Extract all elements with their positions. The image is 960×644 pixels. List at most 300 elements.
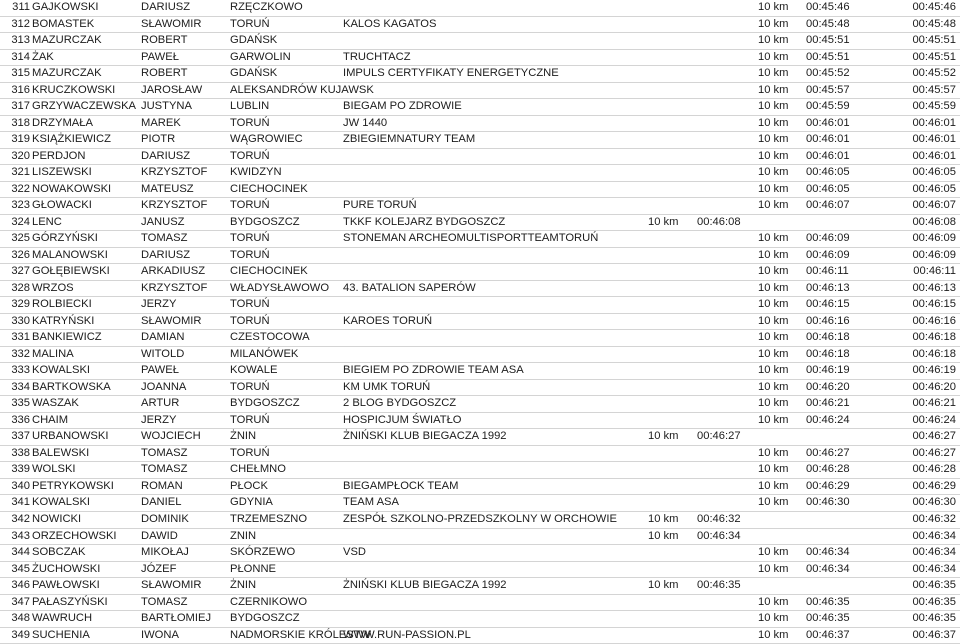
position-cell: 349 — [11, 628, 30, 641]
time-cell: 00:45:51 — [806, 34, 850, 47]
city-cell: TORUŃ — [230, 199, 270, 212]
first-name-cell: SŁAWOMIR — [141, 314, 202, 327]
first-name-cell: WOJCIECH — [141, 430, 201, 443]
net-time-cell: 00:45:51 — [912, 50, 956, 63]
time-cell: 00:46:37 — [806, 628, 850, 641]
city-cell: CZESTOCOWA — [230, 331, 310, 344]
surname-cell: ŻAK — [32, 50, 54, 63]
club-cell: STONEMAN ARCHEOMULTISPORTTEAMTORUŃ — [343, 232, 599, 245]
city-cell: TORUŃ — [230, 298, 270, 311]
time-cell: 00:46:07 — [806, 199, 850, 212]
table-row — [0, 330, 960, 347]
city-cell: RZĘCZKOWO — [230, 1, 303, 13]
net-time-cell: 00:46:09 — [912, 232, 956, 245]
net-time-cell: 00:46:29 — [912, 479, 956, 492]
net-time-cell: 00:46:28 — [912, 463, 956, 476]
position-cell: 346 — [11, 579, 30, 592]
time-cell: 00:46:35 — [806, 595, 850, 608]
net-time-cell: 00:46:01 — [912, 149, 956, 162]
time-cell: 00:46:19 — [806, 364, 850, 377]
club-cell: ZBIEGIEMNATURY TEAM — [343, 133, 476, 146]
net-time-cell: 00:46:35 — [912, 579, 956, 592]
distance-cell: 10 km — [758, 133, 789, 146]
position-cell: 334 — [11, 380, 30, 393]
surname-cell: BANKIEWICZ — [32, 331, 102, 344]
table-row — [0, 347, 960, 364]
position-cell: 312 — [11, 17, 30, 30]
club-cell: VSD — [343, 546, 367, 559]
net-time-cell: 00:46:18 — [912, 331, 956, 344]
time-cell: 00:46:27 — [806, 446, 850, 459]
time-cell: 00:46:28 — [806, 463, 850, 476]
net-time-cell: 00:46:35 — [912, 612, 956, 625]
time-cell: 00:46:08 — [697, 215, 741, 228]
table-row — [0, 17, 960, 34]
city-cell: MILANÓWEK — [230, 347, 299, 360]
first-name-cell: JOANNA — [141, 380, 187, 393]
first-name-cell: ARTUR — [141, 397, 180, 410]
city-cell: TORUŃ — [230, 380, 270, 393]
position-cell: 325 — [11, 232, 30, 245]
table-row — [0, 264, 960, 281]
distance-cell: 10 km — [758, 100, 789, 113]
surname-cell: NOWICKI — [32, 512, 82, 525]
net-time-cell: 00:46:05 — [912, 182, 956, 195]
city-cell: TORUŃ — [230, 314, 270, 327]
position-cell: 336 — [11, 413, 30, 426]
distance-cell: 10 km — [758, 281, 789, 294]
net-time-cell: 00:46:37 — [912, 628, 956, 641]
position-cell: 345 — [11, 562, 30, 575]
table-row — [0, 165, 960, 182]
time-cell: 00:46:01 — [806, 149, 850, 162]
time-cell: 00:45:57 — [806, 83, 850, 96]
position-cell: 313 — [11, 34, 30, 47]
table-row — [0, 231, 960, 248]
position-cell: 329 — [11, 298, 30, 311]
city-cell: CIECHOCINEK — [230, 265, 308, 278]
first-name-cell: KRZYSZTOF — [141, 166, 208, 179]
city-cell: CZERNIKOWO — [230, 595, 308, 608]
position-cell: 318 — [11, 116, 30, 129]
time-cell: 00:46:24 — [806, 413, 850, 426]
position-cell: 347 — [11, 595, 30, 608]
table-row — [0, 50, 960, 67]
club-cell: ŻNIŃSKI KLUB BIEGACZA 1992 — [343, 579, 507, 592]
city-cell: ZNIN — [230, 529, 257, 542]
surname-cell: GAJKOWSKI — [32, 1, 99, 13]
table-row — [0, 116, 960, 133]
surname-cell: WOLSKI — [32, 463, 76, 476]
net-time-cell: 00:46:34 — [912, 546, 956, 559]
club-cell: BIEGIEM PO ZDROWIE TEAM ASA — [343, 364, 524, 377]
position-cell: 332 — [11, 347, 30, 360]
surname-cell: LENC — [32, 215, 62, 228]
surname-cell: BOMASTEK — [32, 17, 95, 30]
first-name-cell: PIOTR — [141, 133, 176, 146]
net-time-cell: 00:46:15 — [912, 298, 956, 311]
city-cell: BYDGOSZCZ — [230, 612, 300, 625]
first-name-cell: JUSTYNA — [141, 100, 192, 113]
surname-cell: ORZECHOWSKI — [32, 529, 117, 542]
surname-cell: WASZAK — [32, 397, 79, 410]
city-cell: TORUŃ — [230, 413, 270, 426]
city-cell: BYDGOSZCZ — [230, 397, 300, 410]
net-time-cell: 00:46:08 — [912, 215, 956, 228]
net-time-cell: 00:46:19 — [912, 364, 956, 377]
first-name-cell: ROBERT — [141, 34, 188, 47]
surname-cell: ROLBIECKI — [32, 298, 92, 311]
first-name-cell: ROBERT — [141, 67, 188, 80]
surname-cell: PETRYKOWSKI — [32, 479, 114, 492]
distance-cell: 10 km — [758, 34, 789, 47]
table-row — [0, 545, 960, 562]
time-cell: 00:45:48 — [806, 17, 850, 30]
first-name-cell: JANUSZ — [141, 215, 185, 228]
position-cell: 319 — [11, 133, 30, 146]
table-row — [0, 281, 960, 298]
position-cell: 340 — [11, 479, 30, 492]
club-cell: TKKF KOLEJARZ BYDGOSZCZ — [343, 215, 506, 228]
table-row — [0, 396, 960, 413]
club-cell: IMPULS CERTYFIKATY ENERGETYCZNE — [343, 67, 559, 80]
time-cell: 00:46:11 — [806, 265, 849, 278]
surname-cell: KATRYŃSKI — [32, 314, 95, 327]
table-row — [0, 33, 960, 50]
first-name-cell: DARIUSZ — [141, 1, 191, 13]
first-name-cell: WITOLD — [141, 347, 185, 360]
first-name-cell: JÓZEF — [141, 562, 177, 575]
city-cell: CHEŁMNO — [230, 463, 286, 476]
net-time-cell: 00:46:18 — [912, 347, 956, 360]
time-cell: 00:46:18 — [806, 347, 850, 360]
time-cell: 00:46:05 — [806, 166, 850, 179]
table-row — [0, 380, 960, 397]
first-name-cell: ROMAN — [141, 479, 183, 492]
distance-cell: 10 km — [758, 595, 789, 608]
surname-cell: GŁOWACKI — [32, 199, 92, 212]
distance-cell: 10 km — [758, 182, 789, 195]
position-cell: 323 — [11, 199, 30, 212]
first-name-cell: DAWID — [141, 529, 178, 542]
surname-cell: PAŁASZYŃSKI — [32, 595, 108, 608]
club-cell: PURE TORUŃ — [343, 199, 417, 212]
position-cell: 324 — [11, 215, 30, 228]
position-cell: 311 — [12, 1, 30, 13]
distance-cell: 10 km — [758, 149, 789, 162]
distance-cell: 10 km — [758, 1, 789, 13]
time-cell: 00:46:27 — [697, 430, 741, 443]
time-cell: 00:46:01 — [806, 116, 850, 129]
net-time-cell: 00:45:46 — [912, 1, 956, 13]
distance-cell: 10 km — [758, 166, 789, 179]
table-row — [0, 66, 960, 83]
city-cell: CIECHOCINEK — [230, 182, 308, 195]
net-time-cell: 00:46:27 — [912, 446, 956, 459]
position-cell: 342 — [11, 512, 30, 525]
surname-cell: MALINA — [32, 347, 74, 360]
net-time-cell: 00:46:34 — [912, 562, 956, 575]
city-cell: TORUŃ — [230, 446, 270, 459]
city-cell: KWIDZYN — [230, 166, 282, 179]
surname-cell: KOWALSKI — [32, 496, 91, 509]
position-cell: 317 — [11, 100, 30, 113]
club-cell: KALOS KAGATOS — [343, 17, 437, 30]
distance-cell: 10 km — [758, 446, 789, 459]
time-cell: 00:46:18 — [806, 331, 850, 344]
first-name-cell: DAMIAN — [141, 331, 185, 344]
net-time-cell: 00:46:01 — [912, 133, 956, 146]
surname-cell: MAZURCZAK — [32, 34, 102, 47]
distance-cell: 10 km — [758, 628, 789, 641]
first-name-cell: JERZY — [141, 413, 177, 426]
first-name-cell: PAWEŁ — [141, 364, 179, 377]
city-cell: NADMORSKIE KRÓLESTW — [230, 628, 372, 641]
surname-cell: WAWRUCH — [32, 612, 93, 625]
city-cell: WŁADYSŁAWOWO — [230, 281, 330, 294]
time-cell: 00:46:29 — [806, 479, 850, 492]
time-cell: 00:45:46 — [806, 1, 850, 13]
time-cell: 00:46:20 — [806, 380, 850, 393]
surname-cell: SUCHENIA — [32, 628, 90, 641]
surname-cell: GRZYWACZEWSKA — [32, 100, 137, 113]
table-row — [0, 595, 960, 612]
surname-cell: PERDJON — [32, 149, 86, 162]
time-cell: 00:46:34 — [806, 546, 850, 559]
distance-cell: 10 km — [758, 413, 789, 426]
table-row — [0, 479, 960, 496]
distance-cell: 10 km — [758, 17, 789, 30]
position-cell: 341 — [11, 496, 30, 509]
surname-cell: ŻUCHOWSKI — [32, 562, 101, 575]
table-row — [0, 462, 960, 479]
surname-cell: DRZYMAŁA — [32, 116, 93, 129]
time-cell: 00:46:01 — [806, 133, 850, 146]
time-cell: 00:45:52 — [806, 67, 850, 80]
time-cell: 00:46:16 — [806, 314, 850, 327]
surname-cell: KRUCZKOWSKI — [32, 83, 116, 96]
first-name-cell: TOMASZ — [141, 595, 188, 608]
first-name-cell: KRZYSZTOF — [141, 199, 208, 212]
surname-cell: CHAIM — [32, 413, 69, 426]
first-name-cell: MATEUSZ — [141, 182, 194, 195]
club-cell: ŻNIŃSKI KLUB BIEGACZA 1992 — [343, 430, 507, 443]
first-name-cell: TOMASZ — [141, 463, 188, 476]
position-cell: 335 — [11, 397, 30, 410]
distance-cell: 10 km — [758, 479, 789, 492]
surname-cell: GOŁĘBIEWSKI — [32, 265, 110, 278]
position-cell: 322 — [11, 182, 30, 195]
distance-cell: 10 km — [758, 83, 789, 96]
first-name-cell: DARIUSZ — [141, 149, 191, 162]
table-row — [0, 198, 960, 215]
net-time-cell: 00:46:32 — [912, 512, 956, 525]
position-cell: 314 — [11, 50, 30, 63]
position-cell: 321 — [11, 166, 30, 179]
table-row — [0, 413, 960, 430]
time-cell: 00:46:32 — [697, 512, 741, 525]
club-cell: ZESPÓŁ SZKOLNO-PRZEDSZKOLNY W ORCHOWIE — [343, 512, 617, 525]
club-cell: HOSPICJUM ŚWIATŁO — [343, 413, 462, 426]
surname-cell: KSIĄŻKIEWICZ — [32, 133, 111, 146]
city-cell: ŻNIN — [230, 430, 257, 443]
distance-cell: 10 km — [758, 248, 789, 261]
surname-cell: GÓRZYŃSKI — [32, 232, 98, 245]
table-row — [0, 132, 960, 149]
distance-cell: 10 km — [758, 199, 789, 212]
table-row — [0, 248, 960, 265]
city-cell: TORUŃ — [230, 232, 270, 245]
time-cell: 00:45:59 — [806, 100, 850, 113]
first-name-cell: PAWEŁ — [141, 50, 179, 63]
distance-cell: 10 km — [758, 232, 789, 245]
distance-cell: 10 km — [648, 215, 679, 228]
net-time-cell: 00:45:57 — [912, 83, 956, 96]
surname-cell: MAZURCZAK — [32, 67, 102, 80]
position-cell: 326 — [11, 248, 30, 261]
club-cell: BIEGAMPŁOCK TEAM — [343, 479, 459, 492]
first-name-cell: DANIEL — [141, 496, 182, 509]
time-cell: 00:46:05 — [806, 182, 850, 195]
city-cell: LUBLIN — [230, 100, 270, 113]
time-cell: 00:46:35 — [697, 579, 741, 592]
net-time-cell: 00:46:35 — [912, 595, 956, 608]
surname-cell: BALEWSKI — [32, 446, 90, 459]
first-name-cell: JAROSŁAW — [141, 83, 203, 96]
time-cell: 00:46:30 — [806, 496, 850, 509]
net-time-cell: 00:45:48 — [912, 17, 956, 30]
club-cell: KAROES TORUŃ — [343, 314, 433, 327]
table-row — [0, 512, 960, 529]
city-cell: TORUŃ — [230, 116, 270, 129]
position-cell: 327 — [11, 265, 30, 278]
table-row — [0, 611, 960, 628]
position-cell: 339 — [11, 463, 30, 476]
distance-cell: 10 km — [758, 397, 789, 410]
distance-cell: 10 km — [758, 67, 789, 80]
distance-cell: 10 km — [758, 546, 789, 559]
table-row — [0, 182, 960, 199]
table-row — [0, 495, 960, 512]
table-row — [0, 314, 960, 331]
position-cell: 330 — [11, 314, 30, 327]
net-time-cell: 00:45:51 — [912, 34, 956, 47]
table-row — [0, 429, 960, 446]
table-row — [0, 562, 960, 579]
distance-cell: 10 km — [758, 331, 789, 344]
first-name-cell: SŁAWOMIR — [141, 579, 202, 592]
distance-cell: 10 km — [648, 512, 679, 525]
position-cell: 338 — [11, 446, 30, 459]
net-time-cell: 00:46:30 — [912, 496, 956, 509]
city-cell: GDAŃSK — [230, 34, 278, 47]
city-cell: ALEKSANDRÓW KUJAWSK — [230, 83, 374, 96]
surname-cell: NOWAKOWSKI — [32, 182, 112, 195]
club-cell: TRUCHTACZ — [343, 50, 411, 63]
distance-cell: 10 km — [758, 298, 789, 311]
city-cell: ŻNIN — [230, 579, 257, 592]
surname-cell: MALANOWSKI — [32, 248, 108, 261]
distance-cell: 10 km — [648, 579, 679, 592]
first-name-cell: IWONA — [141, 628, 179, 641]
first-name-cell: JERZY — [141, 298, 177, 311]
surname-cell: BARTKOWSKA — [32, 380, 111, 393]
position-cell: 348 — [11, 612, 30, 625]
first-name-cell: MIKOŁAJ — [141, 546, 189, 559]
position-cell: 333 — [11, 364, 30, 377]
net-time-cell: 00:46:27 — [912, 430, 956, 443]
time-cell: 00:46:09 — [806, 248, 850, 261]
time-cell: 00:45:51 — [806, 50, 850, 63]
first-name-cell: DOMINIK — [141, 512, 189, 525]
position-cell: 316 — [11, 83, 30, 96]
time-cell: 00:46:09 — [806, 232, 850, 245]
distance-cell: 10 km — [758, 347, 789, 360]
city-cell: PŁOCK — [230, 479, 268, 492]
surname-cell: URBANOWSKI — [32, 430, 109, 443]
time-cell: 00:46:34 — [697, 529, 741, 542]
net-time-cell: 00:46:13 — [912, 281, 956, 294]
first-name-cell: DARIUSZ — [141, 248, 191, 261]
first-name-cell: KRZYSZTOF — [141, 281, 208, 294]
time-cell: 00:46:21 — [806, 397, 850, 410]
table-row — [0, 628, 960, 644]
club-cell: 43. BATALION SAPERÓW — [343, 281, 476, 294]
table-row — [0, 215, 960, 232]
time-cell: 00:46:15 — [806, 298, 850, 311]
city-cell: KOWALE — [230, 364, 278, 377]
first-name-cell: ARKADIUSZ — [141, 265, 206, 278]
surname-cell: SOBCZAK — [32, 546, 86, 559]
first-name-cell: TOMASZ — [141, 232, 188, 245]
club-cell: WWW.RUN-PASSION.PL — [343, 628, 471, 641]
distance-cell: 10 km — [758, 50, 789, 63]
distance-cell: 10 km — [758, 364, 789, 377]
position-cell: 315 — [11, 67, 30, 80]
club-cell: KM UMK TORUŃ — [343, 380, 431, 393]
city-cell: SKÓRZEWO — [230, 546, 296, 559]
net-time-cell: 00:46:05 — [912, 166, 956, 179]
net-time-cell: 00:46:11 — [913, 265, 956, 278]
net-time-cell: 00:45:52 — [912, 67, 956, 80]
city-cell: WĄGROWIEC — [230, 133, 303, 146]
table-row — [0, 529, 960, 546]
net-time-cell: 00:46:09 — [912, 248, 956, 261]
club-cell: 2 BLOG BYDGOSZCZ — [343, 397, 457, 410]
city-cell: TORUŃ — [230, 248, 270, 261]
first-name-cell: TOMASZ — [141, 446, 188, 459]
club-cell: JW 1440 — [343, 116, 388, 129]
table-row — [0, 363, 960, 380]
net-time-cell: 00:46:01 — [912, 116, 956, 129]
distance-cell: 10 km — [758, 314, 789, 327]
position-cell: 337 — [11, 430, 30, 443]
position-cell: 343 — [11, 529, 30, 542]
time-cell: 00:46:34 — [806, 562, 850, 575]
distance-cell: 10 km — [758, 496, 789, 509]
distance-cell: 10 km — [758, 116, 789, 129]
distance-cell: 10 km — [758, 265, 789, 278]
club-cell: TEAM ASA — [343, 496, 399, 509]
position-cell: 320 — [11, 149, 30, 162]
distance-cell: 10 km — [648, 529, 679, 542]
position-cell: 331 — [11, 331, 30, 344]
city-cell: PŁONNE — [230, 562, 277, 575]
table-row — [0, 0, 960, 17]
city-cell: GARWOLIN — [230, 50, 291, 63]
club-cell: BIEGAM PO ZDROWIE — [343, 100, 462, 113]
table-row — [0, 578, 960, 595]
